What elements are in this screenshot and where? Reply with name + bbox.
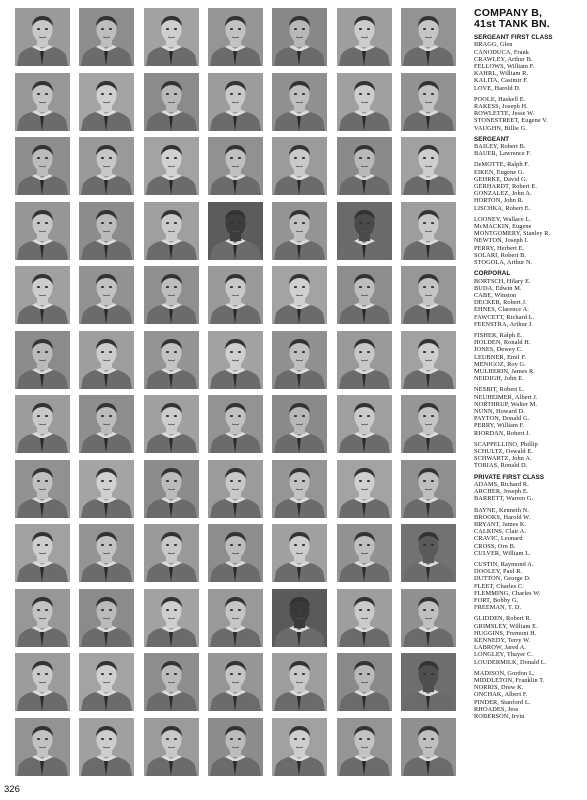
portrait-figure-icon [337, 266, 392, 324]
portrait-photo [401, 460, 456, 518]
portrait-figure-icon [337, 137, 392, 195]
portrait-figure-icon [337, 8, 392, 66]
portrait-photo [79, 589, 134, 647]
portrait-photo [144, 202, 199, 260]
portrait-figure-icon [208, 589, 263, 647]
roster-group [474, 332, 586, 382]
roster-name: KALITA, Casimir F. [474, 77, 528, 85]
portrait-figure-icon [208, 460, 263, 518]
portrait-photo [401, 73, 456, 131]
caption-column [474, 8, 586, 720]
portrait-photo [79, 8, 134, 66]
portrait-photo [79, 460, 134, 518]
roster-name: PERRY, Herbert E. [474, 244, 525, 252]
roster-name: GEHRKE, David G. [474, 175, 528, 183]
portrait-photo [79, 137, 134, 195]
roster-name: FISHER, Ralph E. [474, 332, 523, 339]
portrait-photo [15, 266, 70, 324]
roster-group [474, 216, 586, 266]
portrait-figure-icon [337, 653, 392, 711]
roster-name: CRAVIC, Leonard [474, 535, 523, 543]
portrait-photo [15, 331, 70, 389]
roster-name: DECKER, Robert J. [474, 299, 527, 307]
portrait-figure-icon [79, 202, 134, 260]
roster-name: NEIDIGH, John E. [474, 375, 524, 383]
portrait-photo [337, 73, 392, 131]
roster-name: BRYANT, James K. [474, 520, 527, 528]
portrait-figure-icon [337, 73, 392, 131]
roster-group [474, 34, 586, 92]
roster-name: PINDER, Stanford L. [474, 698, 531, 706]
portrait-photo [272, 395, 327, 453]
roster-name: NORTHRUP, Walter M. [474, 400, 538, 408]
portrait-photo [15, 653, 70, 711]
portrait-figure-icon [15, 8, 70, 66]
portrait-figure-icon [15, 524, 70, 582]
roster-name: BROOKS, Harold W. [474, 513, 531, 521]
roster-name: SOLARI, Robert B. [474, 251, 527, 259]
portrait-photo [208, 202, 263, 260]
roster-name: NORRIS, Drew K. [474, 684, 524, 692]
roster-name: POOLE, Haskell E. [474, 95, 526, 103]
roster-group [474, 441, 586, 470]
roster-name: LISCHKA, Robert E. [474, 204, 531, 212]
portrait-photo [272, 266, 327, 324]
portrait-photo [272, 524, 327, 582]
portrait-photo [401, 8, 456, 66]
portrait-figure-icon [337, 524, 392, 582]
portrait-photo [79, 202, 134, 260]
portrait-figure-icon [144, 718, 199, 776]
rank-heading: SERGEANT FIRST CLASS [474, 34, 553, 41]
portrait-figure-icon [401, 395, 456, 453]
roster-name: HORTON, John R. [474, 197, 524, 205]
portrait-photo [208, 266, 263, 324]
roster-name: RIORDAN, Robert J. [474, 429, 531, 437]
rank-heading: SERGEANT [474, 135, 510, 143]
roster-name: NUNN, Howard D. [474, 408, 525, 416]
roster-name: BAUER, Lawrence F. [474, 150, 532, 158]
portrait-photo [144, 589, 199, 647]
roster-name: KENNEDY, Terry W. [474, 637, 531, 645]
roster-group [474, 386, 586, 436]
portrait-figure-icon [208, 524, 263, 582]
roster-name: FLEMMING, Charles W. [474, 589, 541, 597]
portrait-figure-icon [337, 395, 392, 453]
portrait-figure-icon [15, 331, 70, 389]
portrait-photo [401, 524, 456, 582]
portrait-figure-icon [401, 460, 456, 518]
portrait-photo [15, 718, 70, 776]
portrait-figure-icon [144, 589, 199, 647]
portrait-figure-icon [272, 202, 327, 260]
roster-name: ARCHER, Joseph E. [474, 488, 529, 496]
portrait-photo [144, 73, 199, 131]
roster-name: FAWCETT, Richard L. [474, 313, 535, 321]
portrait-figure-icon [401, 137, 456, 195]
portrait-photo [144, 395, 199, 453]
portrait-figure-icon [15, 653, 70, 711]
roster-group [474, 670, 586, 720]
roster-name: EHNES, Clarence A. [474, 306, 529, 314]
roster-name: BUDA, Edwin M. [474, 284, 522, 292]
portrait-figure-icon [15, 266, 70, 324]
roster-name: CROSS, Orn B. [474, 542, 516, 550]
portrait-photo [337, 589, 392, 647]
portrait-photo [15, 395, 70, 453]
roster-name: GONZALEZ, John A. [474, 190, 532, 198]
roster-name: FELLOWS, William F. [474, 62, 535, 70]
portrait-photo [272, 73, 327, 131]
portrait-figure-icon [272, 589, 327, 647]
portrait-photo [144, 524, 199, 582]
roster-name: BRAGG, Glen [474, 41, 513, 49]
roster-name: BAILEY, Robert B. [474, 143, 526, 151]
roster-name: LOONEY, Wallace L. [474, 215, 532, 223]
portrait-photo [208, 589, 263, 647]
portrait-photo [272, 460, 327, 518]
portrait-figure-icon [144, 137, 199, 195]
portrait-photo [208, 331, 263, 389]
roster-name: HUGGINS, Fremont H. [474, 629, 537, 637]
portrait-photo [272, 137, 327, 195]
portrait-figure-icon [15, 202, 70, 260]
roster-name: BAYNE, Kenneth N. [474, 506, 529, 514]
roster-name: GLIDDEN, Robert R. [474, 615, 532, 623]
roster-name: MADISON, Gordon L. [474, 669, 535, 677]
portrait-photo [401, 395, 456, 453]
roster-name: TOBIAS, Ronald D. [474, 462, 528, 470]
portrait-photo [15, 460, 70, 518]
portrait-figure-icon [15, 73, 70, 131]
portrait-figure-icon [272, 460, 327, 518]
rank-heading: CORPORAL [474, 270, 511, 278]
portrait-figure-icon [79, 137, 134, 195]
portrait-photo [15, 524, 70, 582]
roster-name: RAKESS, Joseph H. [474, 102, 528, 110]
roster-name: CANODUCA, Frank [474, 48, 530, 56]
portrait-figure-icon [208, 653, 263, 711]
portrait-figure-icon [79, 266, 134, 324]
roster-name: ONCHAK, Albert F. [474, 691, 528, 699]
roster-group [474, 615, 586, 665]
portrait-photo [272, 202, 327, 260]
roster-name: SCAPPELLINO, Phillip [474, 440, 538, 448]
roster-name: PERRY, William F. [474, 422, 525, 430]
portrait-photo [337, 718, 392, 776]
portrait-figure-icon [272, 331, 327, 389]
roster-name: LOUDERMILK, Donald L. [474, 658, 547, 666]
portrait-photo [401, 718, 456, 776]
portrait-photo [208, 395, 263, 453]
portrait-photo [401, 331, 456, 389]
portrait-photo [79, 266, 134, 324]
portrait-photo [337, 460, 392, 518]
roster-name: LEUBNER, Emil F. [474, 353, 527, 361]
portrait-figure-icon [144, 202, 199, 260]
roster-name: CABE, Winston [474, 291, 517, 299]
roster-group [474, 161, 586, 211]
roster-name: ROBERSON, Irvin [474, 713, 525, 721]
portrait-figure-icon [272, 137, 327, 195]
roster-group [474, 270, 586, 328]
portrait-figure-icon [401, 331, 456, 389]
roster-name: NEUHEIMER, Albert J. [474, 393, 538, 401]
roster-name: McMACKIN, Eugene [474, 223, 532, 231]
portrait-figure-icon [15, 718, 70, 776]
portrait-figure-icon [401, 266, 456, 324]
portrait-figure-icon [337, 460, 392, 518]
portrait-figure-icon [272, 395, 327, 453]
portrait-photo [337, 266, 392, 324]
portrait-photo [337, 395, 392, 453]
portrait-figure-icon [401, 718, 456, 776]
roster-group [474, 96, 586, 132]
portrait-photo [15, 73, 70, 131]
portrait-figure-icon [401, 202, 456, 260]
portrait-figure-icon [337, 202, 392, 260]
page-number: 326 [4, 784, 20, 795]
portrait-photo [144, 460, 199, 518]
roster-list [474, 34, 586, 720]
portrait-figure-icon [15, 589, 70, 647]
portrait-photo [337, 202, 392, 260]
portrait-figure-icon [144, 395, 199, 453]
roster-name: DOOLEY, Paul R. [474, 568, 523, 576]
portrait-photo [337, 653, 392, 711]
roster-name: NESBIT, Robert L. [474, 386, 525, 394]
portrait-photo [272, 331, 327, 389]
portrait-figure-icon [79, 653, 134, 711]
roster-name: CULVER, William L. [474, 549, 531, 557]
portrait-figure-icon [79, 331, 134, 389]
portrait-photo [15, 8, 70, 66]
portrait-figure-icon [208, 202, 263, 260]
portrait-photo [401, 137, 456, 195]
portrait-figure-icon [79, 460, 134, 518]
portrait-figure-icon [79, 73, 134, 131]
portrait-figure-icon [401, 589, 456, 647]
roster-name: ADAMS, Richard R. [474, 480, 529, 488]
portrait-figure-icon [337, 589, 392, 647]
portrait-photo [208, 137, 263, 195]
portrait-photo [401, 653, 456, 711]
roster-name: MONTGOMERY, Stanley R. [474, 230, 551, 238]
roster-name: SCHULTZ, Oswald E. [474, 448, 533, 456]
portrait-photo [272, 718, 327, 776]
rank-heading: PRIVATE FIRST CLASS [474, 473, 545, 481]
roster-name: LONGLEY, Thayer C. [474, 651, 533, 659]
roster-name: MULHERIN, James R. [474, 368, 535, 376]
roster-group [474, 561, 586, 611]
portrait-figure-icon [208, 331, 263, 389]
roster-name: MENIGOZ, Roy G. [474, 360, 526, 368]
portrait-figure-icon [79, 8, 134, 66]
portrait-photo [79, 395, 134, 453]
company-title: COMPANY B, [474, 7, 543, 19]
roster-name: FLEET, Charles C. [474, 582, 524, 590]
portrait-photo [144, 266, 199, 324]
portrait-photo [208, 524, 263, 582]
portrait-photo [272, 589, 327, 647]
portrait-photo [337, 524, 392, 582]
roster-name: GRIMSLEY, William E. [474, 622, 538, 630]
roster-name: MIDDLETON, Franklin T. [474, 677, 545, 685]
portrait-figure-icon [401, 524, 456, 582]
portrait-photo [337, 137, 392, 195]
roster-name: CUSTIN, Raymond A. [474, 560, 534, 568]
portrait-figure-icon [337, 718, 392, 776]
roster-name: CALKINS, Clair A. [474, 528, 527, 536]
portrait-photo [144, 331, 199, 389]
portrait-photo [144, 718, 199, 776]
roster-name: EIKEN, Eugene G. [474, 168, 525, 176]
roster-name: RHOADES, Jess [474, 705, 519, 713]
roster-name: BARRETT, Warren G. [474, 495, 534, 503]
portrait-photo [15, 137, 70, 195]
roster-name: VAUGHN, Billie G. [474, 124, 528, 132]
portrait-figure-icon [144, 266, 199, 324]
portrait-figure-icon [208, 718, 263, 776]
roster-name: DUTTON, George D. [474, 575, 531, 583]
portrait-photo [15, 589, 70, 647]
roster-name: NEWTON, Joseph I. [474, 237, 529, 245]
roster-name: CRAWLEY, Arthur B. [474, 55, 533, 63]
portrait-figure-icon [144, 524, 199, 582]
portrait-figure-icon [15, 460, 70, 518]
portrait-figure-icon [144, 460, 199, 518]
portrait-photo [144, 653, 199, 711]
portrait-figure-icon [272, 653, 327, 711]
portrait-figure-icon [15, 395, 70, 453]
portrait-figure-icon [272, 524, 327, 582]
roster-group [474, 136, 586, 158]
portrait-figure-icon [272, 8, 327, 66]
portrait-figure-icon [144, 8, 199, 66]
portrait-photo [208, 460, 263, 518]
portrait-figure-icon [208, 266, 263, 324]
roster-name: FREEMAN, T. D. [474, 604, 522, 612]
portrait-photo [208, 8, 263, 66]
roster-name: BORTSCH, Hilary E. [474, 277, 531, 285]
portrait-photo [79, 718, 134, 776]
roster-group [474, 474, 586, 503]
portrait-photo [144, 137, 199, 195]
roster-name: DeMOTTE, Ralph F. [474, 161, 530, 169]
portrait-figure-icon [272, 266, 327, 324]
roster-name: FEENSTRA, Arthur J. [474, 320, 533, 328]
portrait-figure-icon [144, 331, 199, 389]
portrait-photo [208, 718, 263, 776]
roster-name: ROWLETTE, Jesse W. [474, 110, 535, 118]
roster-name: HOLDEN, Ronald H. [474, 339, 531, 347]
roster-name: STONESTREET, Eugene V. [474, 117, 548, 125]
portrait-figure-icon [79, 395, 134, 453]
portrait-photo [272, 653, 327, 711]
portrait-figure-icon [401, 653, 456, 711]
portrait-photo [79, 73, 134, 131]
roster-name: FORT, Bobby G. [474, 597, 519, 604]
roster-name: GERHARDT, Robert E. [474, 183, 537, 191]
portrait-photo [272, 8, 327, 66]
roster-name: JONES, Dewey C. [474, 346, 523, 354]
portrait-figure-icon [79, 589, 134, 647]
portrait-photo [79, 524, 134, 582]
portrait-figure-icon [144, 653, 199, 711]
portrait-figure-icon [208, 73, 263, 131]
portrait-figure-icon [144, 73, 199, 131]
portrait-figure-icon [208, 8, 263, 66]
roster-name: LOVE, Harold D. [474, 84, 521, 92]
roster-group [474, 507, 586, 557]
battalion-title: 41st TANK BN. [474, 18, 550, 30]
roster-name: PAYTON, Donald G. [474, 415, 530, 423]
roster-name: SCHWARTZ, John A. [474, 455, 532, 463]
portrait-photo [337, 8, 392, 66]
roster-name: LABROW, Jared A. [474, 644, 527, 652]
portrait-figure-icon [272, 718, 327, 776]
portrait-figure-icon [401, 73, 456, 131]
portrait-photo [337, 331, 392, 389]
portrait-photo [208, 653, 263, 711]
portrait-figure-icon [272, 73, 327, 131]
roster-name: STOGOLA, Arthur N. [474, 259, 533, 267]
portrait-photo [15, 202, 70, 260]
roster-name: KAHRL, William R. [474, 70, 529, 78]
portrait-photo [208, 73, 263, 131]
portrait-figure-icon [15, 137, 70, 195]
portrait-photo [401, 589, 456, 647]
portrait-figure-icon [208, 395, 263, 453]
portrait-figure-icon [79, 524, 134, 582]
portrait-photo [79, 331, 134, 389]
portrait-figure-icon [208, 137, 263, 195]
portrait-figure-icon [79, 718, 134, 776]
portrait-photo [144, 8, 199, 66]
portrait-figure-icon [337, 331, 392, 389]
portrait-photo [401, 202, 456, 260]
portrait-photo [79, 653, 134, 711]
portrait-figure-icon [401, 8, 456, 66]
portrait-photo [401, 266, 456, 324]
